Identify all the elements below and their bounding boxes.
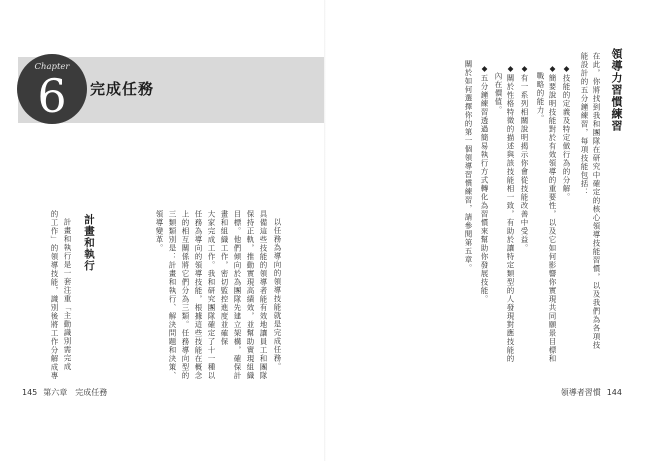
bullet-icon: ◆: [520, 64, 529, 74]
bullet-icon: ◆: [480, 64, 489, 74]
left-intro-line-9: 三類類別是：計畫和執行、解決問題和決策、: [168, 210, 177, 380]
chapter-title: 完成任務: [90, 80, 155, 98]
left-page-number: 145: [22, 388, 38, 397]
left-intro-line-3: 保持正軌，推動實現高績效，並幫助實現組織: [246, 210, 255, 380]
right-intro-line-2: 能設計的五分鐘練習，每項技能包括：: [580, 52, 589, 197]
section-heading-leadership-habits: 領導力習慣練習: [610, 48, 623, 132]
right-running-head: 領導者習慣: [560, 388, 601, 397]
left-intro-line-4: 目標。他們傾向於為團隊先建立架構，確保計: [233, 210, 242, 380]
bullet-item-4: ◆關於性格特徵的描述與該技能相一致，有助於讓特定類型的人發現對應技能的: [506, 64, 515, 363]
bullet-item-1: ◆技能的定義及特定做行為的分解。: [562, 64, 571, 202]
left-intro-line-5: 畫和組織工作，密切監控進度並確保: [220, 210, 229, 346]
left-intro-line-10: 領導變革。: [155, 210, 164, 253]
bullet-item-4-cont: 內在價值。: [494, 72, 503, 115]
bullet-item-2: ◆簡要說明技能對於有效領導的重要性，以及它如何影響你實現共同願景目標和: [548, 64, 557, 363]
left-section-line-2: 的工作」的領導技能，識別後將工作分解成專: [50, 210, 59, 380]
section-heading-plan-execute: 計畫和執行: [83, 214, 95, 272]
page-gutter: [324, 0, 326, 461]
left-intro-line-8: 上的相互關係將它們分為三類。任務導向型的: [181, 210, 190, 380]
bullet-item-2-cont: 戰略的能力。: [536, 72, 545, 123]
left-footer: [22, 387, 107, 398]
bullet-icon: ◆: [562, 64, 571, 74]
right-page-number: 144: [606, 388, 622, 397]
left-intro-line-1: 以任務為導向的領導技能就是完成任務。: [273, 218, 282, 371]
left-running-head: 第六章 完成任務: [43, 388, 108, 397]
left-intro-line-2: 具備這些技能的領導者能有效地讓員工和團隊: [259, 210, 268, 380]
left-intro-line-6: 大家完成工作。我和研究團隊確定了十一種以: [207, 210, 216, 380]
right-footer: [561, 387, 622, 398]
left-section-line-1: 計畫和執行是一套注重「主動識別需完成: [63, 218, 72, 371]
chapter-word: Chapter: [34, 62, 70, 72]
right-intro-line-1: 在此，你將找到我和團隊在研究中確定的核心領導技能習慣，以及我們為各項技: [592, 52, 601, 350]
chapter-badge: [17, 54, 87, 124]
bullet-icon: ◆: [548, 64, 557, 74]
bullet-item-5: ◆五分鐘練習透過簡易執行方式轉化為習慣來幫助你發展技能。: [480, 64, 489, 304]
bullet-icon: ◆: [506, 64, 515, 74]
chapter-number: 6: [37, 69, 67, 123]
bullet-item-3: ◆有一系列相關說明揭示你會從技能改善中受益。: [520, 64, 529, 253]
left-intro-line-7: 任務為導向的領導技能，根據這些技能在概念: [194, 210, 203, 380]
right-closing-line: 關於如何選擇你的第一個領導習慣練習，請參閱第五章。: [464, 60, 473, 273]
